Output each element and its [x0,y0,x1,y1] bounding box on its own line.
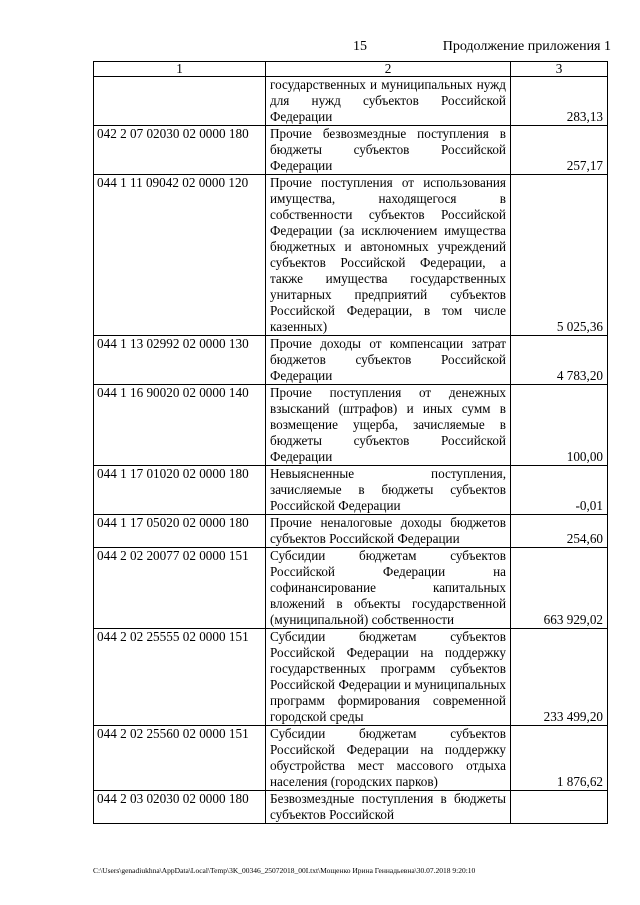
name-cell: Субсидии бюджетам субъектов Российской Федерации на поддержку обустройства мест массового отдыха населения (городских парков) [266,726,511,791]
name-cell: Прочие доходы от компенсации затрат бюджетов субъектов Российской Федерации [266,336,511,385]
code-cell: 044 1 11 09042 02 0000 120 [94,175,266,336]
file-path-footer: C:\Users\genadiukhna\AppData\Local\Temp\3K_00346_25072018_00I.txt\Мощенко Ирина Геннадьевна\30.07.2018 9:20:10 [93,866,476,875]
amount-cell: 4 783,20 [511,336,608,385]
revenue-table [93,61,608,824]
code-cell: 042 2 07 02030 02 0000 180 [94,126,266,175]
name-cell: Прочие безвозмездные поступления в бюджеты субъектов Российской Федерации [266,126,511,175]
code-cell: 044 2 02 25560 02 0000 151 [94,726,266,791]
amount-cell: 257,17 [511,126,608,175]
name-cell: Субсидии бюджетам субъектов Российской Федерации на софинансирование капитальных вложений в объекты государственной (муниципальной) собственности [266,548,511,629]
amount-cell [511,791,608,824]
table-row [94,77,608,126]
amount-cell: 663 929,02 [511,548,608,629]
code-cell: 044 1 16 90020 02 0000 140 [94,385,266,466]
table-row [94,336,608,385]
amount-cell: -0,01 [511,466,608,515]
column-header: 2 [266,62,511,77]
code-cell: 044 1 13 02992 02 0000 130 [94,336,266,385]
table-row [94,126,608,175]
table-row [94,726,608,791]
table-row [94,385,608,466]
name-cell: Субсидии бюджетам субъектов Российской Федерации на поддержку государственных программ субъектов Российской Федерации и муниципальных программ формирования современной городской среды [266,629,511,726]
continuation-label: Продолжение приложения 1 [442,39,611,54]
code-cell [94,77,266,126]
code-cell: 044 2 02 20077 02 0000 151 [94,548,266,629]
name-cell: Безвозмездные поступления в бюджеты субъектов Российской [266,791,511,824]
name-cell: Прочие поступления от денежных взысканий (штрафов) и иных сумм в возмещение ущерба, зачисляемые в бюджеты субъектов Российской Федерации [266,385,511,466]
table-row [94,791,608,824]
table-row [94,466,608,515]
amount-cell: 100,00 [511,385,608,466]
table-row [94,629,608,726]
amount-cell: 233 499,20 [511,629,608,726]
amount-cell: 5 025,36 [511,175,608,336]
name-cell: Невыясненные поступления, зачисляемые в бюджеты субъектов Российской Федерации [266,466,511,515]
name-cell: государственных и муниципальных нужд для нужд субъектов Российской Федерации [266,77,511,126]
code-cell: 044 1 17 01020 02 0000 180 [94,466,266,515]
table-header-row [94,62,608,77]
amount-cell: 254,60 [511,515,608,548]
page-number: 15 [353,39,367,54]
table-body [94,77,608,824]
code-cell: 044 2 02 25555 02 0000 151 [94,629,266,726]
code-cell: 044 1 17 05020 02 0000 180 [94,515,266,548]
name-cell: Прочие поступления от использования имущества, находящегося в собственности субъектов Российской Федерации (за исключением имущества бюджетных и автономных учреждений субъектов Российской Федерации, а также имущества государственных унитарных предприятий субъектов Российской Федерации, в том числе казенных) [266,175,511,336]
column-header: 1 [94,62,266,77]
amount-cell: 1 876,62 [511,726,608,791]
table-row [94,548,608,629]
amount-cell: 283,13 [511,77,608,126]
code-cell: 044 2 03 02030 02 0000 180 [94,791,266,824]
name-cell: Прочие неналоговые доходы бюджетов субъектов Российской Федерации [266,515,511,548]
table-row [94,175,608,336]
table-row [94,515,608,548]
column-header: 3 [511,62,608,77]
